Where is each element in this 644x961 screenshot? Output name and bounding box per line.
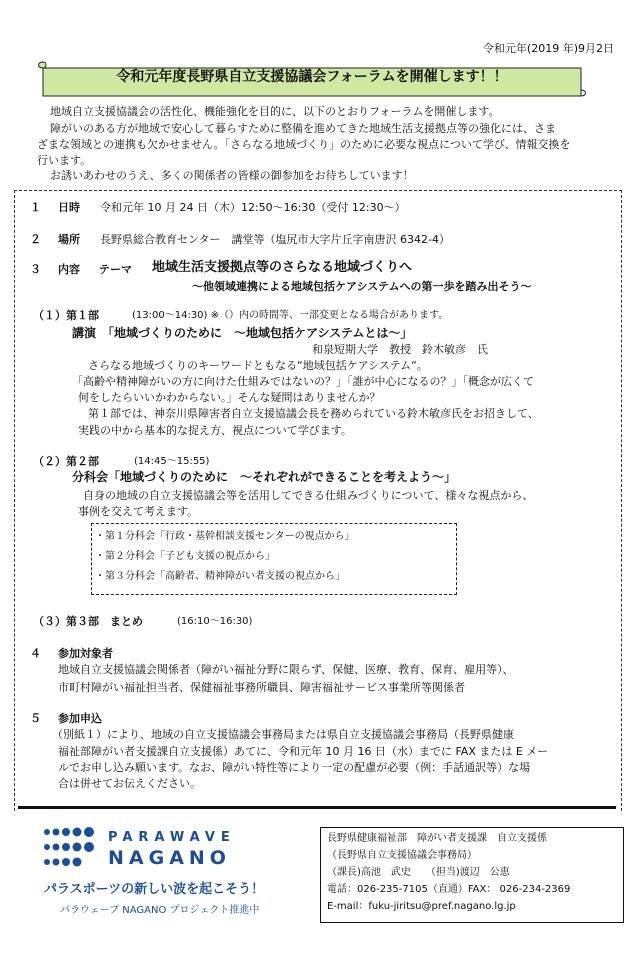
logo-parawave: PARAWAVE — [108, 830, 236, 845]
section-label: 参加対象者 — [58, 647, 113, 660]
audience-text: 地域自立支援協議会関係者（障がい福祉分野に限らず、保健、医療、教育、保育、雇用等）、 — [58, 663, 514, 676]
contact-line: 長野県健康福祉部 障がい者支援課 自立支援係 — [327, 833, 547, 844]
breakout-item: ・第２分科会「子ども支援の視点から」 — [95, 551, 275, 562]
part2-text: 事例を交えて考えます。 — [78, 505, 199, 518]
section-number: ５ — [30, 712, 41, 725]
part1-text: 「高齢や精神障がいの方に向けた仕組みではないの？」「誰が中心になるの？」「概念が広くて — [72, 375, 534, 388]
page-title: 令和元年度長野県自立支援協議会フォーラムを開催します！！ — [116, 69, 508, 85]
logo-slogan: パラスポーツの新しい波を起こそう！ — [44, 882, 265, 897]
issue-date: 令和元年(2019 年)9月2日 — [482, 42, 614, 55]
application-text: 福祉部障がい者支援課自立支援係）あてに、令和元年 10 月 16 日（水）までに FAX または E メー — [58, 745, 549, 758]
theme-subtitle: ～他領域連携による地域包括ケアシステムへの第一歩を踏み出そう～ — [192, 280, 532, 293]
contact-email[interactable]: E-mail：fuku-jiritsu@pref.nagano.lg.jp — [327, 901, 516, 912]
part1-text: 何をしたらいいかわからない。」そんな疑問はありませんか？ — [78, 391, 381, 404]
intro-line: 地域自立支援協議会の活性化、機能強化を目的に、以下のとおりフォーラムを開催します。 — [50, 105, 500, 118]
contact-line: （課長)高池 武史 （担当)渡辺 公恵 — [327, 867, 510, 878]
contact-line: （長野県自立支援協議会事務局） — [327, 850, 477, 861]
section-number: １ — [30, 201, 41, 214]
part1-time: (13:00～14:30) ※（）内の時間等、一部変更となる場合があります。 — [132, 310, 449, 321]
part1-speaker: 和泉短期大学 教授 鈴木敏彦 氏 — [312, 343, 488, 356]
event-datetime: 令和元年 10 月 24 日（木）12:50～16:30（受付 12:30～） — [100, 201, 406, 214]
part3-heading: （３）第３部 まとめ — [33, 615, 143, 628]
section-number: ４ — [30, 647, 41, 660]
logo-nagano: NAGANO — [108, 847, 231, 869]
part3-time: (16:10～16:30) — [177, 616, 253, 627]
section-label: 場所 — [58, 233, 80, 246]
application-text: 合は併せてお伝えください。 — [58, 777, 201, 790]
part1-lecture: 講演 「地域づくりのために ～地域包括ケアシステムとは～」 — [72, 326, 413, 340]
intro-line: お誘いあわせのうえ、多くの関係者の皆様の御参加をお待ちしています！ — [50, 169, 414, 182]
part1-text: さらなる地域づくりのキーワードともなる“地域包括ケアシステム“。 — [88, 359, 428, 372]
section-number: ３ — [30, 263, 41, 276]
application-text: ルでお申し込み願います。なお、障がい特性等により一定の配慮が必要（例：手話通訳等）な場 — [58, 761, 531, 774]
theme-title: 地域生活支援拠点等のさらなる地域づくりへ — [152, 260, 413, 275]
section-label: 内容 — [58, 263, 80, 276]
part1-text: 実践の中から基本的な捉え方、視点について学びます。 — [78, 424, 352, 437]
part2-title: 分科会「地域づくりのために ～それぞれができることを考えよう～」 — [72, 470, 457, 484]
theme-label: テーマ — [99, 263, 132, 276]
part2-time: (14:45～15:55) — [134, 456, 210, 467]
intro-line: 障がいのある方が地域で安心して暮らすために整備を進めてきた地域生活支援拠点等の強化には、さま — [50, 122, 556, 135]
section-label: 参加申込 — [58, 712, 102, 725]
audience-text: 市町村障がい福祉担当者、保健福祉事務所職員、障害福祉サービス事業所等関係者 — [58, 681, 465, 694]
contact-phone: 電話：026-235-7105（直通）FAX： 026-234-2369 — [327, 884, 571, 895]
part2-heading: （２）第２部 — [33, 455, 99, 468]
logo-subtext: パラウェーブ NAGANO プロジェクト推進中 — [60, 905, 260, 916]
event-venue: 長野県総合教育センター 講堂等（塩尻市大字片丘字南唐沢 6342-4） — [100, 233, 451, 246]
part1-text: 第１部では、神奈川県障害者自立支援協議会長を務められている鈴木敏彦氏をお招きして、 — [88, 407, 539, 420]
intro-line: ざまな領域との連携も欠かせません。「さらなる地域づくり」のために必要な視点について学び、情報交換を — [37, 138, 571, 151]
application-text: （別紙１）により、地域の自立支援協議会事務局または県自立支援協議会事務局（長野県健康 — [52, 728, 514, 741]
part2-text: 自身の地域の自立支援協議会等を活用してできる仕組みづくりについて、様々な視点から、 — [83, 489, 534, 502]
breakout-item: ・第１分科会「行政・基幹相談支援センターの視点から」 — [95, 531, 355, 542]
intro-line: 行います。 — [37, 154, 92, 167]
part1-heading: （１）第１部 — [33, 309, 99, 322]
bottom-rule — [18, 806, 616, 809]
contact-box — [320, 827, 624, 923]
breakout-item: ・第３分科会「高齢者、精神障がい者支援の視点から」 — [95, 571, 345, 582]
section-label: 日時 — [58, 201, 80, 214]
parawave-logo-icon — [42, 827, 102, 873]
section-number: ２ — [30, 233, 41, 246]
